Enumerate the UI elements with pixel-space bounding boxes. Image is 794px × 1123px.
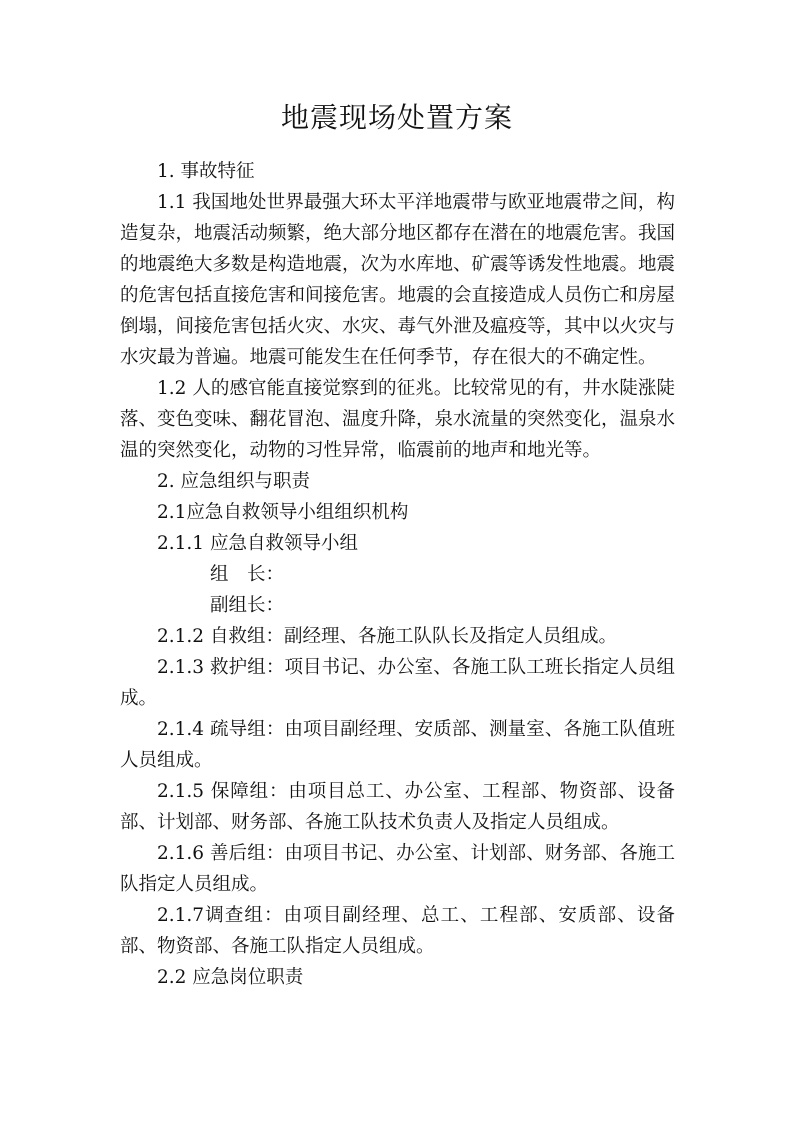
document-body [120, 156, 675, 993]
section-heading: 2. 应急组织与职责 [157, 471, 311, 492]
list-item: 2.1.4 疏导组：由项目副经理、安质部、测量室、各施工队值班人员组成。 [120, 719, 675, 771]
section-heading: 1. 事故特征 [157, 161, 255, 182]
list-item: 2.1.2 自救组：副经理、各施工队队长及指定人员组成。 [157, 626, 617, 647]
list-item: 2.1.3 救护组：项目书记、办公室、各施工队工班长指定人员组成。 [120, 657, 675, 709]
subsection-heading: 2.1应急自救领导小组组织机构 [157, 502, 409, 523]
group-leader-line: 组 长： [210, 564, 285, 585]
deputy-leader-line: 副组长： [210, 595, 285, 616]
list-item: 2.1.6 善后组：由项目书记、办公室、计划部、财务部、各施工队指定人员组成。 [120, 843, 675, 895]
document-title: 地震现场处置方案 [280, 101, 513, 134]
subsection-heading: 2.2 应急岗位职责 [157, 967, 304, 988]
subsection-heading: 2.1.1 应急自救领导小组 [157, 533, 358, 554]
list-item: 2.1.5 保障组：由项目总工、办公室、工程部、物资部、设备部、计划部、财务部、各施工队技术负责人及指定人员组成。 [120, 781, 675, 833]
body-paragraph: 1.1 我国地处世界最强大环太平洋地震带与欧亚地震带之间，构造复杂，地震活动频繁，绝大部分地区都存在潜在的地震危害。我国的地震绝大多数是构造地震，次为水库地、矿震等诱发性地震。地震的危害包括直接危害和间接危害。地震的会直接造成人员伤亡和房屋倒塌，间接危害包括火灾、水灾、毒气外泄及瘟疫等，其中以火灾与水灾最为普遍。地震可能发生在任何季节，存在很大的不确定性。 [120, 192, 676, 368]
body-paragraph: 1.2 人的感官能直接觉察到的征兆。比较常见的有，井水陡涨陡落、变色变味、翻花冒泡、温度升降，泉水流量的突然变化，温泉水温的突然变化，动物的习性异常，临震前的地声和地光等。 [120, 378, 676, 461]
list-item: 2.1.7调查组：由项目副经理、总工、工程部、安质部、设备部、物资部、各施工队指定人员组成。 [120, 905, 675, 957]
